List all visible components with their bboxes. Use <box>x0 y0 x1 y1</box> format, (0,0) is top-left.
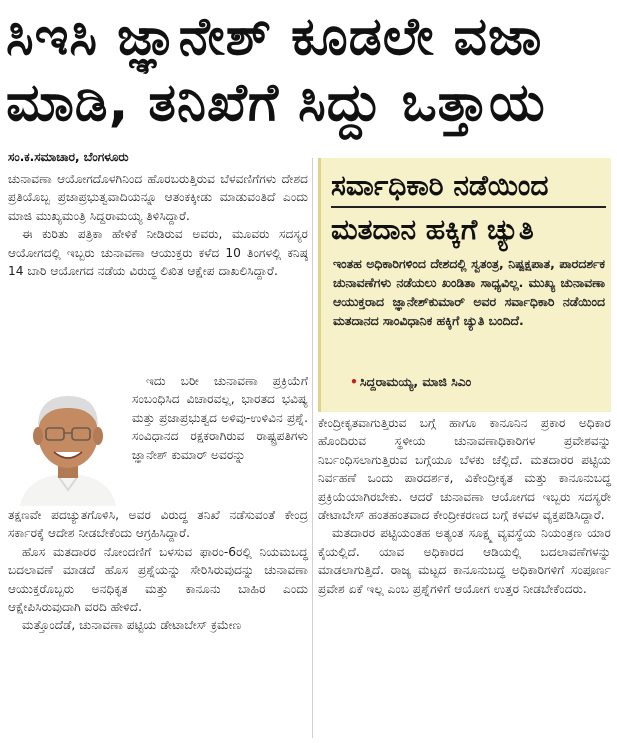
signature-text: ಸಿದ್ದರಾಮಯ್ಯ, ಮಾಜಿ ಸಿಎಂ <box>359 374 472 389</box>
pull-quote-heading <box>331 168 606 248</box>
article-paragraph: ಚುನಾವಣಾ ಆಯೋಗದೊಳಗಿನಿಂದ ಹೊರಬರುತ್ತಿರುವ ಬೆಳವಣಿಗೆಗಳು ದೇಶದ ಪ್ರತಿಯೊಬ್ಬ ಪ್ರಜಾಪ್ರಭುತ್ವವಾದಿಯನ್ನೂ ಆತಂಕಕ್ಕೀಡು ಮಾಡುವಂತಿದೆ ಎಂದು ಮಾಜಿ ಮುಖ್ಯಮಂತ್ರಿ ಸಿದ್ದರಾಮಯ್ಯ ತಿಳಿಸಿದ್ದಾರೆ. <box>8 172 308 223</box>
article-paragraph: ಕೇಂದ್ರೀಕೃತವಾಗುತ್ತಿರುವ ಬಗ್ಗೆ ಹಾಗೂ ಕಾನೂನಿನ ಪ್ರಕಾರ ಅಧಿಕಾರ ಹೊಂದಿರುವ ಸ್ಥಳೀಯ ಚುನಾವಣಾಧಿಕಾರಿಗಳ ಪ್ರವೇಶವನ್ನು ನಿರ್ಬಂಧಿಸಲಾಗುತ್ತಿರುವ ಬಗ್ಗೆಯೂ ಬೆಳಕು ಚೆಲ್ಲಿದೆ. ಮತದಾರರ ಪಟ್ಟಿಯ ನಿರ್ವಹಣೆ ಒಂದು ಪಾರದರ್ಶಕ, ವಿಕೇಂದ್ರೀಕೃತ ಮತ್ತು ಕಾನೂನುಬದ್ಧ ಪ್ರಕ್ರಿಯೆಯಾಗಿರಬೇಕು. ಆದರೆ ಚುನಾವಣಾ ಆಯೋಗದ ಇಬ್ಬರು ಸದಸ್ಯರೇ ಡೇಟಾಬೇಸ್ ಹಂತಹಂತವಾದ ಕೇಂದ್ರೀಕರಣದ ಬಗ್ಗೆ ಕಳವಳ ವ್ಯಕ್ತಪಡಿಸಿದ್ದಾರೆ. <box>318 416 611 523</box>
bullet-icon: • <box>350 374 358 389</box>
article-paragraph: ಮತ್ತೊಂದೆಡೆ, ಚುನಾವಣಾ ಪಟ್ಟಿಯ ಡೇಟಾಬೇಸ್ ಕ್ರಮೇಣ <box>22 618 242 633</box>
column-divider <box>312 158 313 738</box>
pull-quote-body: ಇಂತಹ ಅಧಿಕಾರಿಗಳಿಂದ ದೇಶದಲ್ಲಿ ಸ್ವತಂತ್ರ, ನಿಷ್ಪಕ್ಷಪಾತ, ಪಾರದರ್ಶಕ ಚುನಾವಣೆಗಳು ನಡೆಯಲು ಖಂಡಿತಾ ಸಾಧ್ಯವಿಲ್ಲ. ಮುಖ್ಯ ಚುನಾವಣಾ ಆಯುಕ್ತರಾದ ಜ್ಞಾನೇಶ್‌ಕುಮಾರ್ ಅವರ ಸರ್ವಾಧಿಕಾರಿ ನಡೆಯಿಂದ ಮತದಾನದ ಸಾಂವಿಧಾನಿಕ ಹಕ್ಕಿಗೆ ಚ್ಯುತಿ ಬಂದಿದೆ. <box>333 256 605 328</box>
article-paragraph: ತಕ್ಷಣವೇ ಪದಚ್ಯುತಗೊಳಿಸಿ, ಅವರ ವಿರುದ್ಧ ತನಿಖೆ ನಡೆಸುವಂತೆ ಕೇಂದ್ರ ಸರ್ಕಾರಕ್ಕೆ ಆದೇಶ ನೀಡಬೇಕೆಂದು ಆಗ್ರಹಿಸಿದ್ದಾರೆ. <box>8 508 308 541</box>
pull-quote-signature <box>350 374 471 390</box>
headline-line-1: ಸಿಇಸಿ ಜ್ಞಾನೇಶ್ ಕೂಡಲೇ ವಜಾ <box>6 7 543 67</box>
article-paragraph: ಈ ಕುರಿತು ಪತ್ರಿಕಾ ಹೇಳಿಕೆ ನೀಡಿರುವ ಅವರು, ಮೂವರು ಸದಸ್ಯರ ಆಯೋಗದಲ್ಲಿ ಇಬ್ಬರು ಚುನಾವಣಾ ಆಯುಕ್ತರು ಕಳೆದ 10 ತಿಂಗಳಲ್ಲಿ ಕನಿಷ್ಠ 14 ಬಾರಿ ಆಯೋಗದ ನಡೆಯ ವಿರುದ್ಧ ಲಿಖಿತ ಆಕ್ಷೇಪ ದಾಖಲಿಸಿದ್ದಾರೆ. <box>8 227 308 279</box>
article-left-top <box>8 170 308 280</box>
portrait-illustration <box>10 378 126 506</box>
portrait-photo <box>10 378 126 506</box>
article-paragraph: ಇದು ಬರೀ ಚುನಾವಣಾ ಪ್ರಕ್ರಿಯೆಗೆ ಸಂಬಂಧಿಸಿದ ವಿಚಾರವಲ್ಲ, ಭಾರತದ ಭವಿಷ್ಯ ಮತ್ತು ಪ್ರಜಾಪ್ರಭುತ್ವದ ಅಳಿವು-ಉಳಿವಿನ ಪ್ರಶ್ನೆ. ಸಂವಿಧಾನದ ರಕ್ಷಕರಾಗಿರುವ ರಾಷ್ಟ್ರಪತಿಗಳು ಜ್ಞಾನೇಶ್ ಕುಮಾರ್ ಅವರನ್ನು <box>132 374 308 462</box>
article-left-bottom <box>8 506 308 635</box>
article-beside-photo <box>132 372 308 464</box>
pull-quote-heading-line-2: ಮತದಾನ ಹಕ್ಕಿಗೆ ಚ್ಯುತಿ <box>331 213 534 246</box>
headline <box>6 4 611 136</box>
byline: ಸಂ.ಕ.ಸಮಾಚಾರ, ಬೆಂಗಳೂರು <box>8 150 129 164</box>
headline-line-2: ಮಾಡಿ, ತನಿಖೆಗೆ ಸಿದ್ದು ಒತ್ತಾಯ <box>6 73 546 133</box>
article-right-column <box>318 414 611 598</box>
article-paragraph: ಹೊಸ ಮತದಾರರ ನೋಂದಣಿಗೆ ಬಳಸುವ ಫಾರಂ-6ರಲ್ಲಿ ನಿಯಮಬದ್ಧ ಬದಲಾವಣೆ ಮಾಡದೆ ಹೊಸ ಪ್ರಶ್ನೆಯನ್ನು ಸೇರಿಸಿರುವುದನ್ನು ಚುನಾವಣಾ ಆಯುಕ್ತರೊಬ್ಬರು ಅನಧಿಕೃತ ಮತ್ತು ಕಾನೂನು ಬಾಹಿರ ಎಂದು ಆಕ್ಷೇಪಿಸಿರುವುದಾಗಿ ವರದಿ ಹೇಳಿದೆ. <box>8 544 308 615</box>
article-paragraph: ಮತದಾರರ ಪಟ್ಟಿಯಂತಹ ಅತ್ಯಂತ ಸೂಕ್ಷ್ಮ ವ್ಯವಸ್ಥೆಯ ನಿಯಂತ್ರಣ ಯಾರ ಕೈಯಲ್ಲಿದೆ. ಯಾವ ಅಧಿಕಾರದ ಆಡಿಯಲ್ಲಿ ಬದಲಾವಣೆಗಳನ್ನು ಮಾಡಲಾಗುತ್ತಿದೆ. ರಾಜ್ಯ ಮಟ್ಟದ ಕಾನೂನುಬದ್ಧ ಅಧಿಕಾರಿಗಳಿಗೆ ಸಂಪೂರ್ಣ ಪ್ರವೇಶ ಏಕೆ ಇಲ್ಲ ಎಂಬ ಪ್ರಶ್ನೆಗಳಿಗೆ ಆಯೋಗ ಉತ್ತರ ನೀಡಬೇಕೆಂದರು. <box>318 526 611 596</box>
pull-quote-heading-line-1: ಸರ್ವಾಧಿಕಾರಿ ನಡೆಯಿಂದ <box>331 168 606 208</box>
